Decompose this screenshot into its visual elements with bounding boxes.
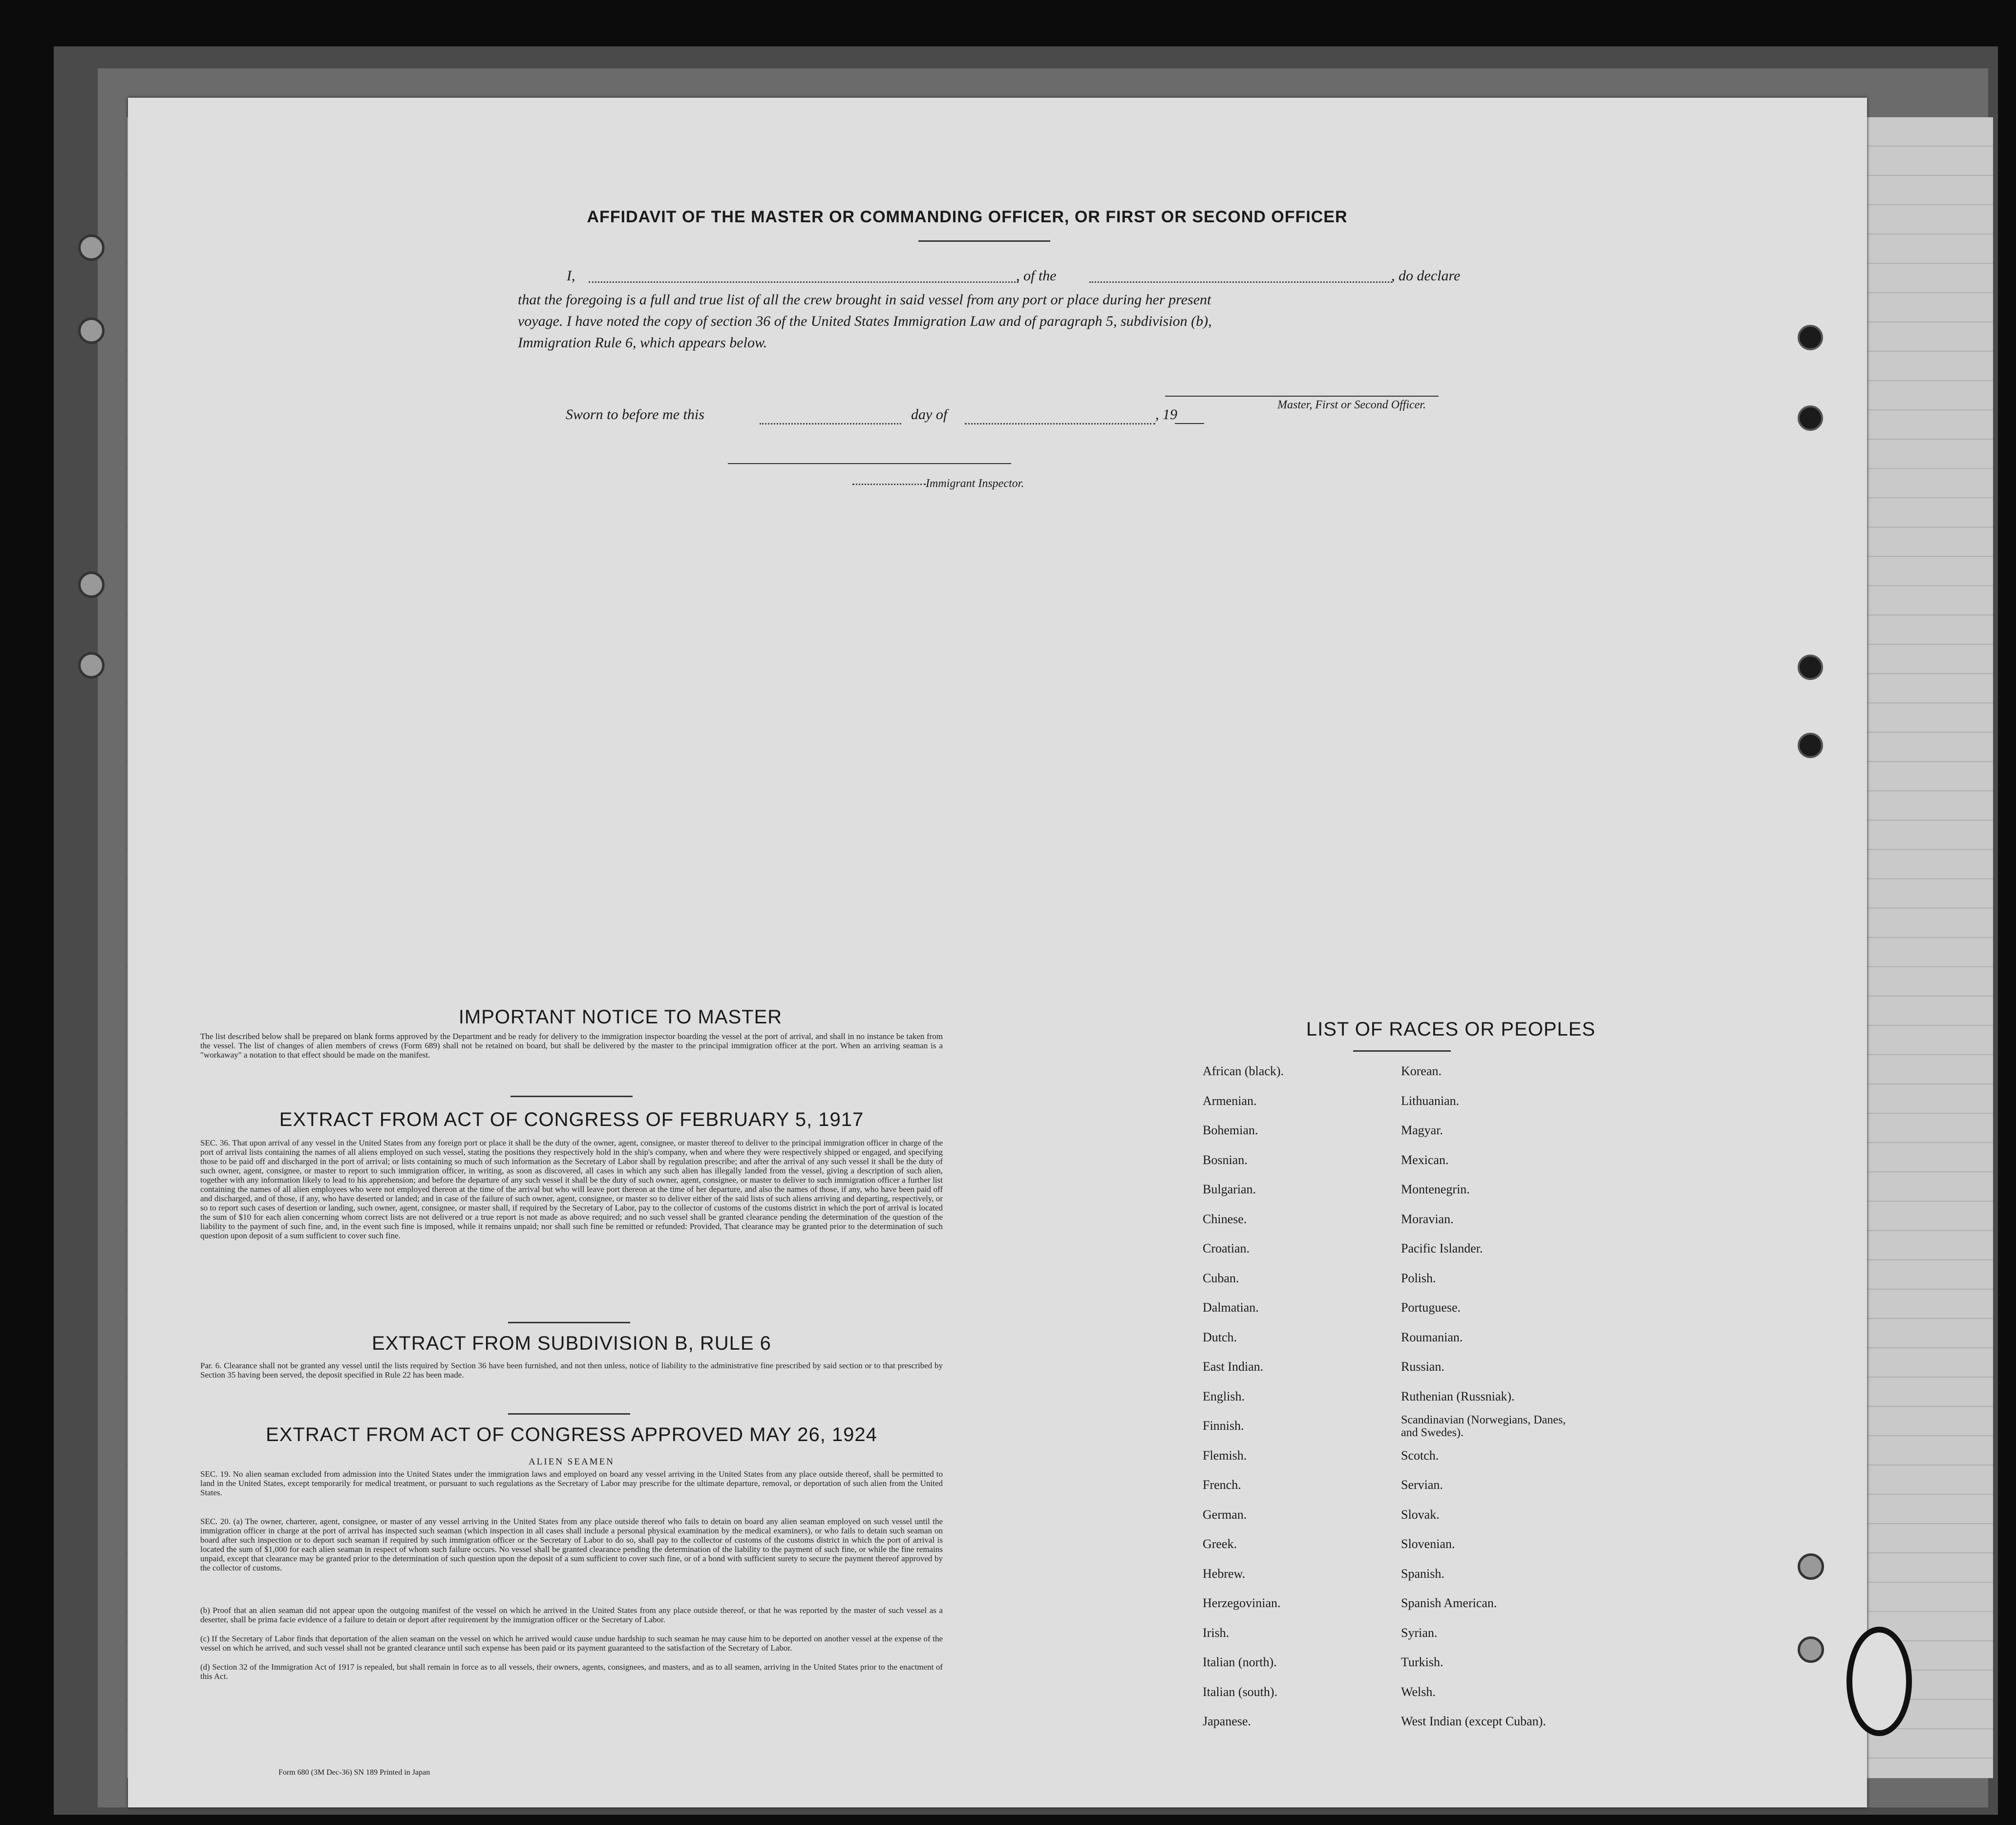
- affidavit-line-3: voyage. I have noted the copy of section 36 of the United States Immigration Law and of paragraph 5, subdivision (b),: [518, 313, 1212, 329]
- punch-hole-icon: [1798, 325, 1823, 350]
- vessel-name-field[interactable]: [1089, 281, 1392, 283]
- extract-rule6-body: Par. 6. Clearance shall not be granted any vessel until the lists required by Section 36 have been furnished, and not then unless, notice of liability to the administrative fine prescribed by said section or to that prescribed by Section 35 having been served, the deposit specified in Rule 22 has been made.: [200, 1361, 943, 1379]
- race-item: Spanish American.: [1401, 1596, 1497, 1610]
- binder-hole-icon: [78, 572, 105, 598]
- sworn-day-of: day of: [911, 406, 948, 423]
- race-item: Montenegrin.: [1401, 1182, 1470, 1196]
- race-item: Korean.: [1401, 1064, 1442, 1078]
- race-item: Slovak.: [1401, 1507, 1440, 1522]
- sworn-month-field[interactable]: [965, 423, 1155, 424]
- extract-1917-title: EXTRACT FROM ACT OF CONGRESS OF FEBRUARY 5, 1917: [279, 1109, 864, 1130]
- race-item: West Indian (except Cuban).: [1401, 1714, 1546, 1728]
- divider: [510, 1096, 633, 1097]
- declaration-of-the: , of the: [1016, 268, 1057, 284]
- race-item: Dalmatian.: [1203, 1300, 1259, 1315]
- notice-body: The list described below shall be prepared on blank forms approved by the Department and be ready for delivery to the immigration inspector boarding the vessel at the port of arrival, and shall in no instance be taken from the vessel. The list of changes of alien members of crews (Form 689) shall not be retained on board, but shall be delivered by the master to the principal immigration officer at the port. When an arriving seaman is a "workaway" a notation to that effect should be made on the manifest.: [200, 1032, 943, 1060]
- race-item: Moravian.: [1401, 1211, 1454, 1226]
- race-item: Irish.: [1203, 1625, 1230, 1640]
- race-item: English.: [1203, 1389, 1245, 1403]
- sworn-year-field[interactable]: [1175, 423, 1204, 424]
- race-item: Scotch.: [1401, 1448, 1439, 1463]
- sec20d-body: (d) Section 32 of the Immigration Act of 1917 is repealed, but shall remain in force as to all vessels, their owners, agents, consignees, and masters, and as to all seamen, arriving in the United States prior to the enactment of this Act.: [200, 1662, 943, 1681]
- race-item: Cuban.: [1203, 1271, 1239, 1285]
- race-item: Bulgarian.: [1203, 1182, 1256, 1196]
- race-item: Slovenian.: [1401, 1537, 1455, 1551]
- race-item: Russian.: [1401, 1359, 1444, 1374]
- races-title: LIST OF RACES OR PEOPLES: [1306, 1019, 1596, 1040]
- race-item: East Indian.: [1203, 1359, 1264, 1374]
- sworn-day-field[interactable]: [760, 423, 901, 424]
- race-item: German.: [1203, 1507, 1247, 1522]
- declaration-i: I,: [567, 268, 575, 284]
- sworn-year: , 19: [1155, 406, 1177, 423]
- sec20b-body: (b) Proof that an alien seaman did not appear upon the outgoing manifest of the vessel on which he arrived in the United States from any place outside thereof, or that he was reported by the master of such vessel as a deserter, shall be prima facie evidence of a failure to detain or deport after requirement by the immigration officer or the Secretary of Labor.: [200, 1606, 943, 1624]
- race-item: Japanese.: [1203, 1714, 1251, 1728]
- race-item: Greek.: [1203, 1537, 1237, 1551]
- extract-1917-body: SEC. 36. That upon arrival of any vessel in the United States from any foreign port or place it shall be the duty of the owner, agent, consignee, or master thereof to deliver to the principal immigration officer in charge of the port of arrival lists containing the names of all aliens employed on such vessel, stating the positions they respectively hold in the ship's company, when and where they were respectively shipped or engaged, and specifying those to be paid off and discharged in the port of arrival; or lists containing so much of such information as the Secretary of Labor shall by regulation prescribe; and after the arrival of any such vessel it shall be the duty of such owner, agent, consignee, or master to report to such immigration officer, in writing, as soon as discovered, all cases in which any such alien has illegally landed from the vessel, giving a description of such alien, together with any information likely to lead to his apprehension; and before the departure of any such vessel it shall be the duty of such owner, agent, consignee, or master to deliver to such immigration officer a further list containing the names of all alien employees who were not employed thereon at the time of the arrival but who will leave port thereon at the time of her departure, and also the names of those, if any, who have been paid off and discharged, and of those, if any, who have deserted or landed; and in case of the failure of such owner, agent, consignee, or master so to deliver either of the said lists of such aliens arriving and departing, respectively, or so to report such cases of desertion or landing, such owner, agent, consignee, or master shall, if required by the Secretary of Labor, pay to the collector of customs of the customs district in which the port of arrival is located the sum of $10 for each alien concerning whom correct lists are not delivered or a true report is not made as above required; and no such vessel shall be granted clearance pending the determination of the question of the liability to the payment of such fine, and, in the event such fine is imposed, while it remains unpaid; nor shall such fine be remitted or refunded: Provided, That clearance may be granted prior to the determination of such question upon deposit of a sum sufficient to cover such fine.: [200, 1138, 943, 1240]
- punch-hole-icon: [1798, 733, 1823, 758]
- race-item: Portuguese.: [1401, 1300, 1461, 1315]
- race-item: Dutch.: [1203, 1330, 1237, 1344]
- affidavit-line-2: that the foregoing is a full and true list of all the crew brought in said vessel from any port or place during her present: [518, 292, 1211, 308]
- affidavit-line-4: Immigration Rule 6, which appears below.: [518, 335, 767, 351]
- seal-stamp: [1846, 1627, 1912, 1736]
- race-item: Pacific Islander.: [1401, 1241, 1483, 1255]
- title-divider: [918, 240, 1050, 242]
- race-item: African (black).: [1203, 1064, 1284, 1078]
- punch-hole-icon: [1798, 405, 1823, 431]
- affidavit-title: AFFIDAVIT OF THE MASTER OR COMMANDING OFFICER, OR FIRST OR SECOND OFFICER: [587, 208, 1348, 226]
- punch-hole-icon: [1798, 1553, 1824, 1580]
- race-item: Bohemian.: [1203, 1123, 1258, 1137]
- binder-hole-icon: [78, 234, 105, 261]
- sworn-text: Sworn to before me this: [566, 406, 704, 423]
- race-item: Croatian.: [1203, 1241, 1250, 1255]
- alien-seamen-heading: ALIEN SEAMEN: [529, 1457, 615, 1467]
- binder-hole-icon: [78, 318, 105, 344]
- race-item: Polish.: [1401, 1271, 1436, 1285]
- race-item: Roumanian.: [1401, 1330, 1463, 1344]
- form-footer: Form 680 (3M Dec-36) SN 189 Printed in Japan: [278, 1768, 430, 1777]
- sworn-line: [566, 406, 704, 423]
- inspector-signature-line[interactable]: [728, 463, 1011, 464]
- affidavit-body: [518, 289, 1485, 354]
- divider: [508, 1322, 630, 1323]
- punch-hole-icon: [1798, 1636, 1824, 1663]
- race-item: Spanish.: [1401, 1566, 1444, 1581]
- inspector-dots: [852, 484, 926, 485]
- race-item: Scandinavian (Norwegians, Danes, and Swedes).: [1401, 1414, 1566, 1439]
- race-item: Mexican.: [1401, 1152, 1449, 1167]
- declaration-do-declare: , do declare: [1391, 268, 1461, 284]
- race-item: Turkish.: [1401, 1655, 1443, 1669]
- race-item: French.: [1203, 1478, 1241, 1492]
- race-item: Flemish.: [1203, 1448, 1247, 1463]
- race-item: Italian (north).: [1203, 1655, 1277, 1669]
- sec20c-body: (c) If the Secretary of Labor finds that deportation of the alien seaman on the vessel on which he arrived would cause undue hardship to such seaman he may cause him to be deported on another vessel at the expense of the vessel on which he arrived, and such vessel shall not be granted clearance until such expense has been paid or its payment guaranteed to the satisfaction of the Secretary of Labor.: [200, 1634, 943, 1653]
- race-item: Herzegovinian.: [1203, 1596, 1281, 1610]
- race-item: Syrian.: [1401, 1625, 1438, 1640]
- sec19-body: SEC. 19. No alien seaman excluded from admission into the United States under the immigration laws and employed on board any vessel arriving in the United States from any place outside thereof, shall be permitted to land in the United States, except temporarily for medical treatment, or pursuant to such regulations as the Secretary of Labor may prescribe for the ultimate departure, removal, or deportation of such alien from the United States.: [200, 1469, 943, 1497]
- master-signature-label: Master, First or Second Officer.: [1277, 399, 1426, 411]
- punch-hole-icon: [1798, 655, 1823, 680]
- binder-hole-icon: [78, 652, 105, 679]
- sec20-body: SEC. 20. (a) The owner, charterer, agent, consignee, or master of any vessel arriving in the United States from any place outside thereof who fails to detain on board any alien seaman employed on such vessel until the immigration officer in charge at the port of arrival has inspected such seaman (which inspection in all cases shall include a personal physical examination by the medical examiners), or who fails to detain such seaman on board after such inspection or to deport such seaman if required by such immigration officer or the Secretary of Labor to do so, shall pay to the collector of customs of the customs district in which the port of arrival is located the sum of $1,000 for each alien seaman in respect of whom such failure occurs. No vessel shall be granted clearance pending the determination of the liability to the payment of such fine, or while the fine remains unpaid, except that clearance may be granted prior to the determination of such question upon the deposit of a sum sufficient to cover such fine, or of a bond with sufficient surety to secure the payment thereof approved by the collector of customs.: [200, 1517, 943, 1572]
- race-item: Finnish.: [1203, 1419, 1244, 1433]
- races-divider: [1353, 1050, 1451, 1052]
- inspector-label: Immigrant Inspector.: [926, 477, 1024, 490]
- race-item: Italian (south).: [1203, 1684, 1278, 1699]
- master-name-field[interactable]: [589, 281, 1019, 283]
- divider: [508, 1413, 630, 1415]
- race-item: Magyar.: [1401, 1123, 1443, 1137]
- race-item: Servian.: [1401, 1478, 1443, 1492]
- race-item: Ruthenian (Russniak).: [1401, 1389, 1515, 1403]
- race-item: Hebrew.: [1203, 1566, 1246, 1581]
- race-item: Lithuanian.: [1401, 1093, 1460, 1108]
- declaration-line: [567, 268, 575, 284]
- race-item: Welsh.: [1401, 1684, 1436, 1699]
- race-item: Armenian.: [1203, 1093, 1257, 1108]
- notice-title: IMPORTANT NOTICE TO MASTER: [458, 1006, 783, 1028]
- extract-rule6-title: EXTRACT FROM SUBDIVISION B, RULE 6: [372, 1333, 771, 1354]
- race-item: Bosnian.: [1203, 1152, 1248, 1167]
- master-signature-line[interactable]: [1165, 396, 1439, 397]
- race-item: Chinese.: [1203, 1211, 1247, 1226]
- extract-1924-title: EXTRACT FROM ACT OF CONGRESS APPROVED MAY 26, 1924: [266, 1424, 877, 1445]
